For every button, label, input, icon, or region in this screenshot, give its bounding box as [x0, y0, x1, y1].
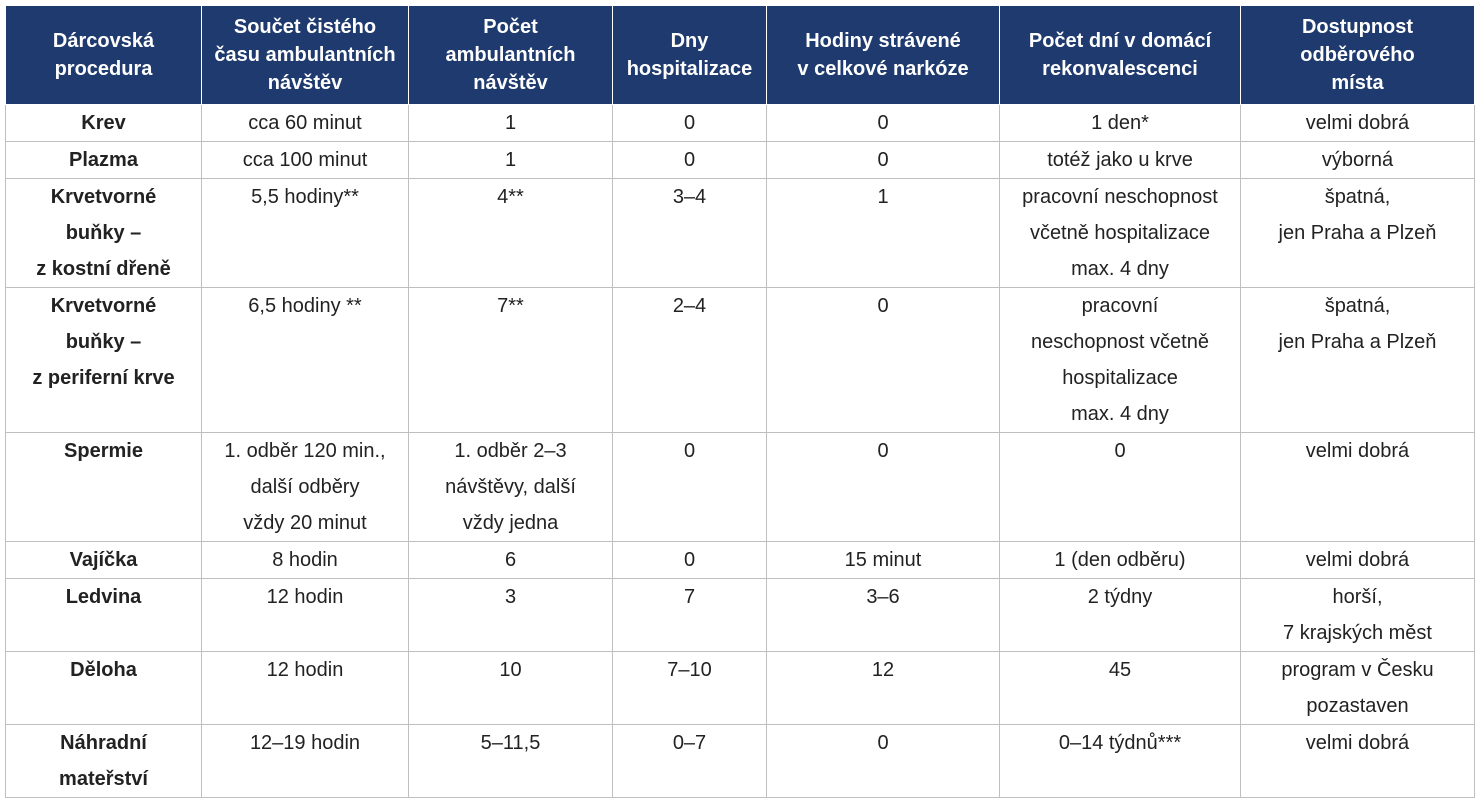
cell-line: 0 — [683, 549, 696, 571]
cell-line: velmi dobrá — [1305, 732, 1410, 754]
header-line: místa — [1331, 72, 1384, 94]
cell-line: cca 100 minut — [242, 149, 368, 171]
cell-line: max. 4 dny — [1071, 258, 1169, 280]
table-cell-site-availability — [1241, 652, 1475, 725]
cell-line: 1 — [504, 149, 517, 171]
table-cell-site-availability — [1241, 433, 1475, 542]
table-cell-ambulatory-time — [202, 433, 409, 542]
table-cell-recovery-days — [1000, 542, 1241, 579]
table-cell-ambulatory-visits — [409, 105, 613, 142]
header-line: Součet čistého — [233, 16, 377, 38]
header-line: Počet — [483, 16, 538, 38]
cell-line: cca 60 minut — [248, 112, 362, 134]
table-cell-site-availability — [1241, 579, 1475, 652]
cell-line: pozastaven — [1306, 695, 1409, 717]
cell-line: 5–11,5 — [480, 732, 541, 754]
cell-line: 7 krajských měst — [1283, 622, 1432, 644]
table-cell-hospitalization-days — [613, 579, 767, 652]
table-cell-procedure — [6, 579, 202, 652]
cell-line: 0 — [877, 149, 889, 171]
cell-line: Ledvina — [65, 586, 142, 608]
cell-line: 12–19 hodin — [249, 732, 361, 754]
table-cell-procedure — [6, 725, 202, 798]
cell-line: 0 — [683, 149, 696, 171]
cell-line: Krev — [81, 112, 126, 134]
header-line: Počet dní v domácí — [1028, 30, 1212, 52]
cell-line: 3 — [504, 586, 517, 608]
cell-line: Plazma — [69, 149, 138, 171]
table-cell-ambulatory-time — [202, 288, 409, 433]
header-line: odběrového — [1300, 44, 1415, 66]
table-cell-anesthesia-hours — [767, 725, 1000, 798]
cell-line: 1. odběr 120 min., — [224, 440, 386, 462]
header-line: času ambulantních — [214, 44, 396, 66]
column-header-recovery-days — [1000, 6, 1241, 105]
cell-line: vždy 20 minut — [243, 512, 367, 534]
header-line: Dny — [670, 30, 709, 52]
cell-line: 1. odběr 2–3 — [454, 440, 567, 462]
table-cell-ambulatory-visits — [409, 542, 613, 579]
cell-line: 12 hodin — [266, 586, 344, 608]
table-cell-procedure — [6, 105, 202, 142]
table-cell-ambulatory-time — [202, 179, 409, 288]
cell-line: 0 — [877, 295, 889, 317]
table-cell-anesthesia-hours — [767, 105, 1000, 142]
cell-line: 0–14 týdnů*** — [1058, 732, 1182, 754]
table-row — [6, 179, 1475, 288]
cell-line: špatná, — [1324, 295, 1391, 317]
cell-line: jen Praha a Plzeň — [1278, 331, 1437, 353]
cell-line: 15 minut — [844, 549, 922, 571]
cell-line: další odběry — [250, 476, 360, 498]
table-row — [6, 288, 1475, 433]
header-line: Dostupnost — [1301, 16, 1414, 38]
table-cell-ambulatory-visits — [409, 179, 613, 288]
cell-line: 10 — [499, 659, 522, 681]
cell-line: 1 — [877, 186, 889, 208]
table-cell-recovery-days — [1000, 652, 1241, 725]
cell-line: velmi dobrá — [1305, 440, 1410, 462]
table-cell-site-availability — [1241, 288, 1475, 433]
table-cell-ambulatory-time — [202, 105, 409, 142]
table-cell-ambulatory-visits — [409, 433, 613, 542]
table-cell-site-availability — [1241, 725, 1475, 798]
cell-line: velmi dobrá — [1305, 112, 1410, 134]
cell-line: Náhradní — [60, 732, 147, 754]
column-header-procedure — [6, 6, 202, 105]
table-cell-recovery-days — [1000, 105, 1241, 142]
header-line: Hodiny strávené — [805, 30, 961, 52]
table-cell-site-availability — [1241, 179, 1475, 288]
table-cell-recovery-days — [1000, 179, 1241, 288]
table-cell-hospitalization-days — [613, 542, 767, 579]
table-row — [6, 105, 1475, 142]
table-cell-procedure — [6, 179, 202, 288]
cell-line: mateřství — [59, 768, 148, 790]
cell-line: 7–10 — [667, 659, 712, 681]
table-header — [6, 6, 1475, 105]
table-cell-anesthesia-hours — [767, 542, 1000, 579]
table-cell-ambulatory-visits — [409, 652, 613, 725]
cell-line: 0 — [877, 440, 889, 462]
table-cell-procedure — [6, 433, 202, 542]
table-cell-hospitalization-days — [613, 725, 767, 798]
table-cell-site-availability — [1241, 142, 1475, 179]
table-row — [6, 579, 1475, 652]
cell-line: jen Praha a Plzeň — [1278, 222, 1437, 244]
column-header-ambulatory-time — [202, 6, 409, 105]
column-header-anesthesia-hours — [767, 6, 1000, 105]
cell-line: 0–7 — [672, 732, 707, 754]
table-cell-site-availability — [1241, 542, 1475, 579]
donation-table-container — [5, 5, 1474, 798]
table-row — [6, 652, 1475, 725]
cell-line: 7 — [683, 586, 696, 608]
table-cell-recovery-days — [1000, 725, 1241, 798]
table-cell-recovery-days — [1000, 142, 1241, 179]
table-cell-hospitalization-days — [613, 288, 767, 433]
header-row — [6, 6, 1475, 105]
column-header-ambulatory-visits — [409, 6, 613, 105]
header-line: rekonvalescenci — [1042, 58, 1198, 80]
cell-line: 6 — [504, 549, 517, 571]
table-cell-procedure — [6, 142, 202, 179]
table-cell-ambulatory-visits — [409, 725, 613, 798]
cell-line: výborná — [1321, 149, 1394, 171]
cell-line: 1 — [504, 112, 517, 134]
cell-line: 4** — [497, 186, 524, 208]
table-cell-ambulatory-visits — [409, 142, 613, 179]
table-cell-ambulatory-time — [202, 725, 409, 798]
header-line: návštěv — [473, 72, 548, 94]
cell-line: buňky – — [65, 331, 142, 353]
table-cell-ambulatory-visits — [409, 579, 613, 652]
cell-line: buňky – — [65, 222, 142, 244]
table-cell-anesthesia-hours — [767, 179, 1000, 288]
cell-line: totéž jako u krve — [1047, 149, 1193, 171]
cell-line: 8 hodin — [272, 549, 338, 571]
table-row — [6, 142, 1475, 179]
header-line: návštěv — [267, 72, 343, 94]
table-cell-anesthesia-hours — [767, 288, 1000, 433]
table-cell-recovery-days — [1000, 579, 1241, 652]
table-cell-ambulatory-time — [202, 542, 409, 579]
cell-line: 12 — [871, 659, 895, 681]
cell-line: včetně hospitalizace — [1029, 222, 1211, 244]
table-cell-ambulatory-time — [202, 652, 409, 725]
cell-line: 45 — [1108, 659, 1132, 681]
table-row — [6, 725, 1475, 798]
cell-line: Děloha — [70, 659, 137, 681]
cell-line: program v Česku — [1281, 659, 1434, 681]
cell-line: 5,5 hodiny** — [251, 186, 359, 208]
table-cell-procedure — [6, 288, 202, 433]
cell-line: pracovní neschopnost — [1022, 186, 1218, 208]
cell-line: návštěvy, další — [445, 476, 576, 498]
cell-line: 0 — [877, 732, 889, 754]
cell-line: Vajíčka — [69, 549, 138, 571]
table-cell-hospitalization-days — [613, 433, 767, 542]
table-cell-ambulatory-time — [202, 142, 409, 179]
table-cell-procedure — [6, 652, 202, 725]
header-line: ambulantních — [445, 44, 576, 66]
column-header-site-availability — [1241, 6, 1475, 105]
cell-line: 0 — [1114, 440, 1126, 462]
table-cell-ambulatory-visits — [409, 288, 613, 433]
cell-line: 12 hodin — [266, 659, 344, 681]
cell-line: špatná, — [1324, 186, 1391, 208]
cell-line: z periferní krve — [32, 367, 175, 389]
table-row — [6, 433, 1475, 542]
cell-line: 1 (den odběru) — [1054, 549, 1186, 571]
table-cell-hospitalization-days — [613, 179, 767, 288]
cell-line: max. 4 dny — [1071, 403, 1169, 425]
cell-line: 0 — [683, 440, 696, 462]
cell-line: 2–4 — [672, 295, 707, 317]
cell-line: z kostní dřeně — [36, 258, 171, 280]
header-line: procedura — [54, 58, 153, 80]
table-cell-ambulatory-time — [202, 579, 409, 652]
cell-line: Krvetvorné — [50, 186, 157, 208]
column-header-hospitalization-days — [613, 6, 767, 105]
cell-line: vždy jedna — [462, 512, 559, 534]
table-cell-recovery-days — [1000, 433, 1241, 542]
table-cell-anesthesia-hours — [767, 142, 1000, 179]
cell-line: 1 den* — [1091, 112, 1149, 134]
cell-line: 3–6 — [866, 586, 900, 608]
table-cell-anesthesia-hours — [767, 652, 1000, 725]
header-line: v celkové narkóze — [797, 58, 969, 80]
cell-line: horší, — [1332, 586, 1383, 608]
donation-procedures-table — [5, 5, 1475, 798]
table-body — [6, 105, 1475, 798]
cell-line: 0 — [683, 112, 696, 134]
cell-line: 7** — [497, 295, 524, 317]
cell-line: 0 — [877, 112, 889, 134]
cell-line: 3–4 — [672, 186, 707, 208]
table-cell-anesthesia-hours — [767, 433, 1000, 542]
table-cell-anesthesia-hours — [767, 579, 1000, 652]
cell-line: 6,5 hodiny ** — [248, 295, 362, 317]
table-cell-recovery-days — [1000, 288, 1241, 433]
cell-line: hospitalizace — [1062, 367, 1178, 389]
cell-line: Krvetvorné — [50, 295, 157, 317]
header-line: hospitalizace — [626, 58, 753, 80]
header-line: Dárcovská — [52, 30, 155, 52]
cell-line: 2 týdny — [1087, 586, 1153, 608]
cell-line: Spermie — [64, 440, 143, 462]
cell-line: pracovní — [1081, 295, 1159, 317]
table-cell-procedure — [6, 542, 202, 579]
table-cell-hospitalization-days — [613, 142, 767, 179]
table-cell-hospitalization-days — [613, 652, 767, 725]
cell-line: neschopnost včetně — [1031, 331, 1209, 353]
table-cell-site-availability — [1241, 105, 1475, 142]
table-cell-hospitalization-days — [613, 105, 767, 142]
table-row — [6, 542, 1475, 579]
cell-line: velmi dobrá — [1305, 549, 1410, 571]
